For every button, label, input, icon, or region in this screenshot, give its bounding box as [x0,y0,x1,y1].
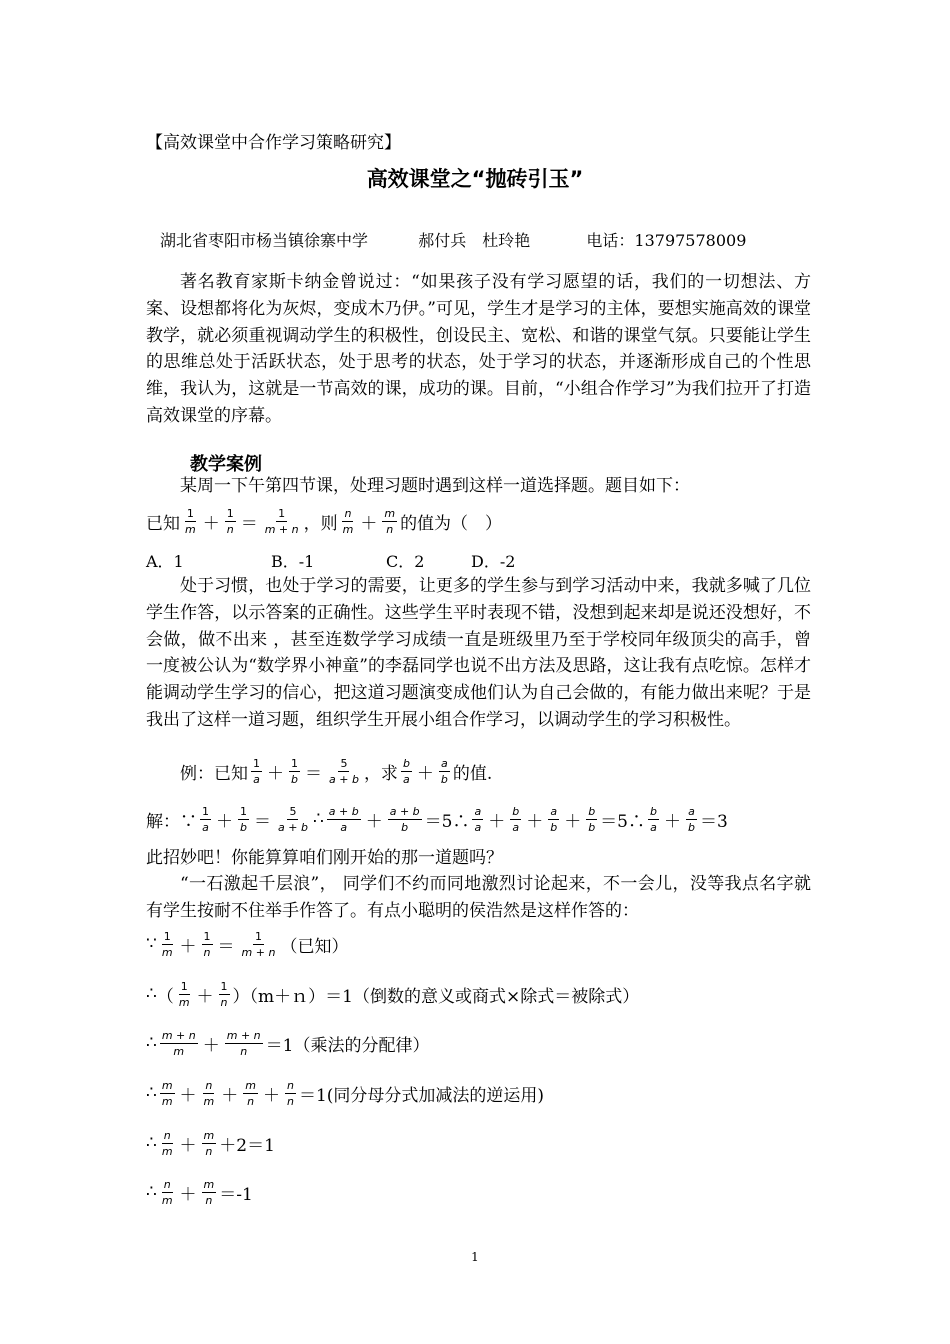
case-intro: 某周一下午第四节课，处理习题时遇到这样一道选择题。题目如下： [180,476,690,496]
fraction: $\frac{n}{m}$ [161,1177,173,1207]
example-suffix: 的值. [452,763,493,784]
page-title: 高效课堂之“抛砖引玉” [366,167,584,191]
plus-sign: ＋ [202,513,220,534]
equals-five: ＝5∴ [424,811,470,832]
fraction: $\frac{a}{b}$ [687,804,695,834]
fraction: $\frac{m + n}{n}$ [226,1028,261,1058]
series-title: 【高效课堂中合作学习策略研究】 [146,133,401,153]
therefore-sign: ∴ [146,984,157,1004]
equals-five: ＝5∴ [600,811,645,832]
step-2: ∴ （ $\frac{1}{m}$ ＋ $\frac{1}{n}$ ）（m＋ｎ）＝1（倒数的意义或商式×除式＝被除式） [146,979,640,1009]
solution-line: 解：∵ $\frac{1}{a}$ ＋ $\frac{1}{b}$ ＝ $\frac{5}{a + b}$ ∴ $\frac{a + b}{a}$ ＋ $\frac{a + b}{b}$ ＝5∴ $\frac{a}{a}$ ＋ $\frac{b}{a}$ ＋ $\frac{a}{b}$ ＋ $\frac{b}{b}$ ＝5∴ $\frac{b}{a}$ ＋ $\frac{a}{b}$ ＝3 [146,804,728,834]
fraction: $\frac{m}{n}$ [203,1128,215,1158]
problem-suffix: 的值为（ ） [400,513,503,534]
step-6: ∴ $\frac{n}{m}$ ＋ $\frac{m}{n}$ ＝-1 [146,1177,253,1207]
fraction: $\frac{1}{n}$ [220,979,228,1009]
fraction: $\frac{5}{a + b}$ [278,804,308,834]
equals-three: ＝3 [699,811,728,832]
intro-paragraph: 著名教育家斯卡纳金曾说过：“如果孩子没有学习愿望的话，我们的一切想法、方案、设想都将化为灰烬，变成木乃伊。”可见，学生才是学习的主体，要想实施高效的课堂教学，就必须重视调动学生的积极性，创设民主、宽松、和谐的课堂气氛。只要能让学生的思维总处于活跃状态，处于思考的状态，处于学习的状态，并逐渐形成自己的个性思维，我认为，这就是一节高效的课，成功的课。目前，“小组合作学习”为我们拉开了打造高效课堂的序幕。 [146,272,811,426]
therefore-sign: ∴ [146,1133,157,1153]
answer-choices [146,549,515,572]
fraction: $\frac{1}{m + n}$ [264,506,299,536]
fraction: $\frac{n}{m}$ [161,1128,173,1158]
fraction: $\frac{n}{n}$ [286,1078,294,1108]
problem-statement [146,499,502,543]
fraction: $\frac{m}{n}$ [203,1177,215,1207]
paragraph-2: 处于习惯，也处于学习的需要，让更多的学生参与到学习活动中来，我就多喊了几位学生作答，以示答案的正确性。这些学生平时表现不错，没想到起来却是说还没想好，不会做，做不出来 ，甚至连数学学习成绩一直是班级里乃至于学校同年级顶尖的高手，曾一度被公认为“数学界小神童”的李磊同学也说不出方法及思路，这让我有点吃惊。怎样才能调动学生学习的信心，把这道习题演变成他们认为自己会做的，有能力做出来呢？于是我出了这样一道习题，组织学生开展小组合作学习，以调动学生的学习积极性。 [146,576,811,730]
step-note: ＝1（乘法的分配律） [265,1035,430,1056]
fraction: $\frac{1}{m}$ [185,506,196,536]
fraction: $\frac{a}{b}$ [440,756,448,786]
fraction: $\frac{a}{b}$ [550,804,558,834]
fraction: $\frac{1}{n}$ [226,506,234,536]
plus-sign: ＋ [360,513,378,534]
equals-sign: ＝ [240,513,258,534]
fraction: $\frac{a}{a}$ [474,804,482,834]
byline-school: 湖北省枣阳市杨当镇徐寨中学 [160,231,369,250]
step-note: ）（m＋ｎ）＝1（倒数的意义或商式×除式＝被除式） [232,986,640,1007]
fraction: $\frac{1}{m}$ [178,979,190,1009]
therefore-sign: ∴ [146,1083,157,1103]
fraction: $\frac{b}{a}$ [512,804,520,834]
fraction: $\frac{n}{m}$ [342,506,354,536]
fraction: $\frac{m + n}{m}$ [161,1028,196,1058]
paragraph-3: “一石激起千层浪”， 同学们不约而同地激烈讨论起来，不一会儿，没等我点名字就有学生按耐不住举手作答了。有点小聪明的侯浩然是这样作答的： [146,874,811,921]
fraction: $\frac{a + b}{a}$ [328,804,359,834]
choice-a: A．1 [146,552,184,571]
choice-b: B．-1 [271,552,315,571]
step-4: ∴ $\frac{m}{m}$ ＋ $\frac{n}{m}$ ＋ $\frac{m}{n}$ ＋ $\frac{n}{n}$ ＝1(同分母分式加减法的逆运用) [146,1078,545,1108]
fraction: $\frac{1}{b}$ [291,756,298,786]
fraction: $\frac{1}{a}$ [202,804,209,834]
therefore-sign: ∴ [146,1033,157,1053]
fraction: $\frac{b}{a}$ [402,756,410,786]
step-3: ∴ $\frac{m + n}{m}$ ＋ $\frac{m + n}{n}$ ＝1（乘法的分配律） [146,1028,430,1058]
because-sign: ∵ [146,934,157,954]
plus-sign: ＋ [416,763,434,784]
step-note: （已知） [280,936,349,957]
step-note: ＝-1 [219,1184,253,1205]
fraction: $\frac{m}{n}$ [384,506,396,536]
step-5: ∴ $\frac{n}{m}$ ＋ $\frac{m}{n}$ ＋2＝1 [146,1128,275,1158]
example-prefix: 例：已知 [180,763,248,784]
solution-prefix: 解：∵ [146,811,197,832]
plus-sign: ＋ [267,763,284,784]
step-note: ＝1(同分母分式加减法的逆运用) [298,1085,545,1106]
fraction: $\frac{1}{m + n}$ [241,929,276,959]
byline [160,228,746,251]
therefore-sign: ∴ [312,809,324,829]
byline-authors: 郝付兵 杜玲艳 [418,231,531,250]
problem-mid: ，则 [303,513,338,534]
page-number: 1 [471,1250,479,1264]
fraction: $\frac{1}{a}$ [253,756,260,786]
equals-sign: ＝ [305,763,322,784]
therefore-sign: ∴ [146,1182,157,1202]
example-mid: ，求 [363,763,398,784]
step-note: ＋2＝1 [219,1135,275,1156]
fraction: $\frac{m}{m}$ [161,1078,173,1108]
problem-prefix: 已知 [146,513,180,534]
section-heading: 教学案例 [190,454,262,475]
example-statement [180,749,492,793]
bridge-sentence: 此招妙吧！你能算算咱们刚开始的那一道题吗？ [146,848,503,868]
fraction: $\frac{5}{a + b}$ [329,756,359,786]
step-1: ∵ $\frac{1}{m}$ ＋ $\frac{1}{n}$ ＝ $\frac{1}{m + n}$ （已知） [146,929,349,959]
fraction: $\frac{m}{n}$ [245,1078,256,1108]
fraction: $\frac{n}{m}$ [203,1078,215,1108]
fraction: $\frac{1}{n}$ [203,929,211,959]
fraction: $\frac{b}{a}$ [650,804,657,834]
choice-d: D．-2 [471,552,516,571]
fraction: $\frac{1}{b}$ [240,804,247,834]
byline-phone: 电话：13797578009 [586,231,747,250]
choice-c: C．2 [386,552,425,571]
fraction: $\frac{b}{b}$ [588,804,596,834]
fraction: $\frac{1}{m}$ [161,929,173,959]
fraction: $\frac{a + b}{b}$ [389,804,420,834]
